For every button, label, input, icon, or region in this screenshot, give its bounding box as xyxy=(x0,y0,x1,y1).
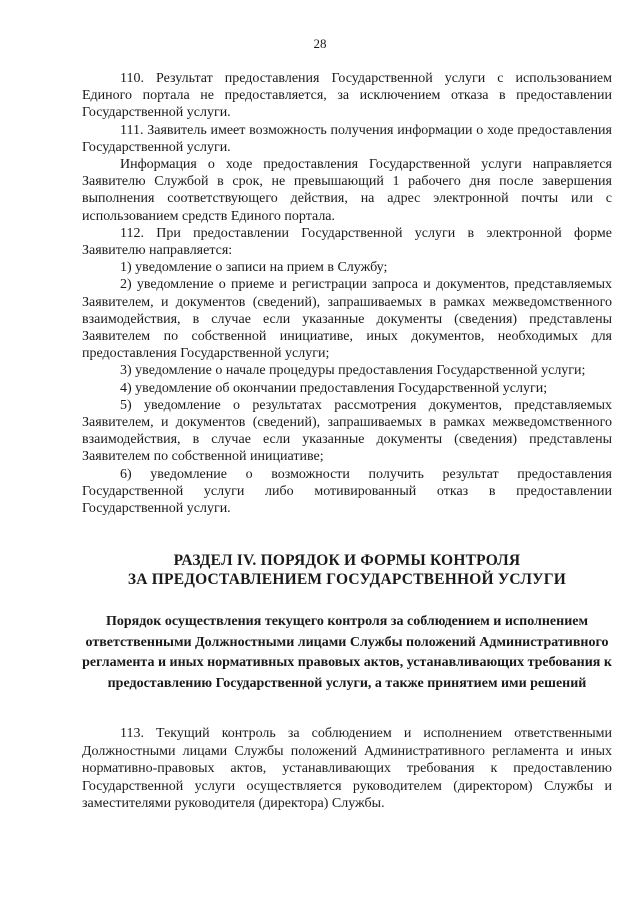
paragraph-111: 111. Заявитель имеет возможность получения информации о ходе предоставления Государственной услуги. xyxy=(82,122,612,155)
list-item-5: 5) уведомление о результатах рассмотрения документов, представляемых Заявителем, и документов (сведений), запрашиваемых в рамках межведомственного взаимодействия, в случае если указанные документы (сведения) представлены Заявителем по собственной инициативе; xyxy=(82,397,612,465)
list-item-2: 2) уведомление о приеме и регистрации запроса и документов, представляемых Заявителем, и документов (сведений), запрашиваемых в рамках межведомственного взаимодействия, в случае если указанные документы (сведения) представлены Заявителем по собственной инициативе, иных документов, необходимых для предоставления Государственной услуги; xyxy=(82,277,612,362)
page-number: 28 xyxy=(313,36,327,51)
section-title-line-2: ЗА ПРЕДОСТАВЛЕНИЕМ ГОСУДАРСТВЕННОЙ УСЛУГИ xyxy=(127,571,567,588)
list-item-1: 1) уведомление о записи на прием в Службу; xyxy=(120,260,388,276)
list-item-6: 6) уведомление о возможности получить результат предоставления Государственной услуги либо мотивированный отказ в предоставлении Государственной услуги. xyxy=(82,466,612,517)
subsection-title: Порядок осуществления текущего контроля за соблюдением и исполнением ответственными Должностными лицами Службы положений Административного регламента и иных нормативных правовых актов, устанавливающих требования к предоставлению Государственной услуги, а также принятием ими решений xyxy=(82,614,612,691)
body-text xyxy=(82,70,612,517)
paragraph-113: 113. Текущий контроль за соблюдением и исполнением ответственными Должностными лицами Службы положений Административного регламента и иных нормативно-правовых актов, устанавливающих требования к предоставлению Государственной услуги осуществляется руководителем (директором) Службы и заместителями руководителя (директора) Службы. xyxy=(82,726,612,812)
paragraph-110: 110. Результат предоставления Государственной услуги с использованием Единого портала не предоставляется, за исключением отказа в предоставлении Государственной услуги. xyxy=(82,71,612,121)
section-title-line-1: РАЗДЕЛ IV. ПОРЯДОК И ФОРМЫ КОНТРОЛЯ xyxy=(173,552,521,569)
paragraph-112: 112. При предоставлении Государственной услуги в электронной форме Заявителю направляется: xyxy=(82,225,612,259)
section-title xyxy=(82,551,612,589)
final-text xyxy=(82,725,612,813)
paragraph-info: Информация о ходе предоставления Государственной услуги направляется Заявителю Службой в срок, не превышающий 1 рабочего дня после завершения выполнения соответствующего действия, на адрес электронной почты или с использованием средств Единого портала. xyxy=(82,157,612,224)
list-item-3: 3) уведомление о начале процедуры предоставления Государственной услуги; xyxy=(120,363,586,379)
list-item-4: 4) уведомление об окончании предоставления Государственной услуги; xyxy=(120,380,548,396)
